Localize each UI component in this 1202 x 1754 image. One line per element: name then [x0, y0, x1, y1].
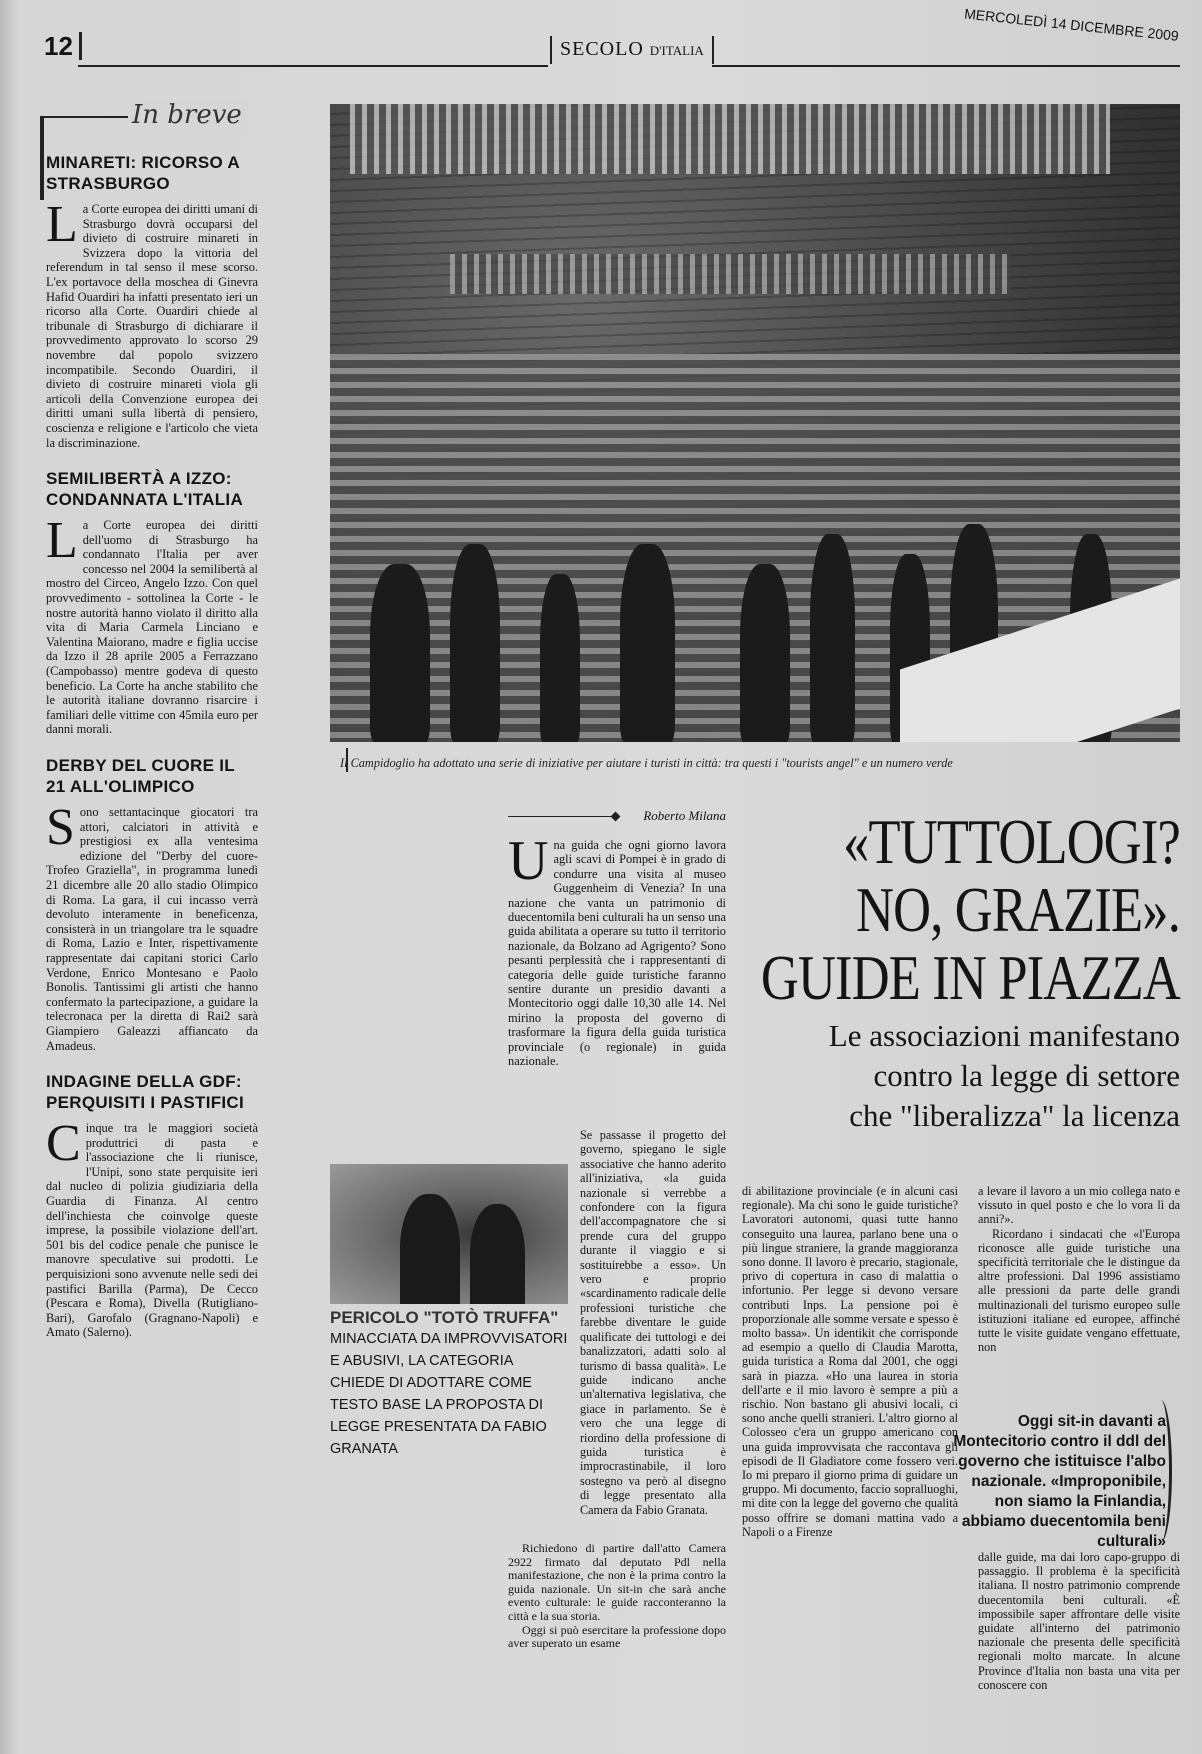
article-column-3b	[978, 1550, 1180, 1692]
article-paragraph: Oggi si può esercitare la professione dopo aver superato un esame	[508, 1622, 726, 1651]
brief-dropcap: C	[46, 1115, 81, 1173]
byline: Roberto Milana	[643, 808, 726, 823]
photo-figure	[810, 534, 855, 742]
subhead-line: che "liberalizza" la licenza	[849, 1098, 1180, 1133]
article-paragraph: Ricordano i sindacati che «l'Europa riconosce alle guide turistiche una specificità territoriale che le distingue da altre professioni. Dal 1996 assistiamo alle pressioni da parte delle grandi multinazionali del turismo europeo sulle istituzioni italiane ed europee, affinché tutte le visite guidate vengano effettuate, non	[978, 1226, 1180, 1355]
article-paragraph: a levare il lavoro a un mio collega nato e vissuto in quel posto e che lo vora lì da anni?».	[978, 1184, 1180, 1227]
sidebar-box	[330, 1308, 568, 1460]
brief-item	[46, 152, 258, 450]
masthead-title: SECOLO	[560, 38, 644, 60]
subhead-line: contro la legge di settore	[873, 1058, 1180, 1093]
brief-text: a Corte europea dei diritti umani di Strasburgo dovrà occuparsi del divieto di costruire minareti in Svizzera dopo la vittoria del referendum in tal senso il mese scorso. L'ex portavoce della moschea di Ginevra Hafid Ouardiri ha infatti presentato ieri un ricorso alla Corte. Ouardiri chiede al tribunale di Strasburgo di dichiarare il provvedimento approvato lo scorso 29 novembre dal popolo svizzero incompatibile. Secondo Ouardiri, il divieto di costruire minareti viola gli articoli della Convenzione europea dei diritti umani sulla libertà di pensiero, coscienza e religione e l'articolo che vieta la discriminazione.	[46, 202, 258, 450]
brief-title: INDAGINE DELLA GDF: PERQUISITI I PASTIFICI	[46, 1072, 245, 1113]
brief-body	[46, 512, 258, 737]
photo-figure	[450, 544, 500, 742]
article-headline	[754, 808, 1180, 1012]
article-column-1b	[580, 1128, 726, 1517]
headline-line: GUIDE IN PIAZZA	[760, 942, 1180, 1013]
photo-figure	[740, 564, 790, 742]
brief-item	[46, 468, 258, 737]
photo-figure	[540, 574, 580, 742]
article-paragraph: di abilitazione provinciale (e in alcuni casi regionale). Ma chi sono le guide turistiche? Lavoratori autonomi, quasi tutte hanno conseguito una laurea, parlano bene una o più lingue straniere, la grande maggioranza sono donne. Il lavoro è precario, stagionale, privo di copertura in caso di malattia o infortunio. Per legge si devono versare contributi Inps. La pensione poi è proporzionale alle somme versate e spesso è molto bassa». Un identikit che corrisponde ad esempio a quello di Claudia Marotta, guida turistica a Roma dal 2001, che oggi sarà in piazza. «Ho una laurea in storia dell'arte e il mio lavoro è sempre a più a rischio. Non bastano gli abusivi locali, ci sono anche quelli stranieri. L'altro giorno al Colosseo c'era un gruppo americano con una guida improvvisata che raccontava gli episodi de Il Gladiatore come fossero veri. Io mi preparo il giorno prima di guidare un gruppo. Mi documento, faccio sopralluoghi, mi dite con la legge del governo che qualità posso offrire se domani mattina vado a Napoli o a Firenze	[742, 1184, 958, 1539]
page-number: 12	[44, 32, 82, 60]
subhead-line: Le associazioni manifestano	[828, 1018, 1180, 1053]
article-dropcap: U	[508, 830, 549, 892]
paragraph-text: na guida che ogni giorno lavora agli scavi di Pompei è in grado di condurre una visita al museo Guggenheim di Venezia? In una nazione che vanta un patrimonio di duecentomila beni culturali ha un senso una guida abilitata a operare su tutto il territorio nazionale, da Bolzano ad Agrigento? Sono pesanti perplessità che i rappresentanti di categoria delle guide turistiche faranno sentire durante un presidio davanti a Montecitorio oggi dalle 10,30 alle 14. Nel mirino la proposta del governo di trasformare la figura della guida turistica provinciale (o regionale) in guida nazionale.	[508, 838, 726, 1069]
masthead	[550, 36, 714, 64]
article-column-1c	[508, 1542, 726, 1651]
brief-dropcap: L	[46, 196, 78, 253]
sidebar-bracket	[40, 116, 44, 200]
spanish-steps-photo	[330, 104, 1180, 742]
photo-figure	[470, 1204, 525, 1304]
issue-date: MERCOLEDÌ 14 DICEMBRE 2009	[963, 5, 1180, 44]
pullquote: Oggi sit-in davanti a Montecitorio contro il ddl del governo che istituisce l'albo nazionale. «Improponibile, non siamo la Finlandia, abbiamo duecentomila beni culturali»	[953, 1413, 1166, 1550]
photo-figure	[370, 564, 430, 742]
brief-text: a Corte europea dei diritti dell'uomo di Strasburgo ha condannato l'Italia per aver concesso nel 2004 la semilibertà al mostro del Circeo, Angelo Izzo. Con quel provvedimento - sottolinea la Corte - le nostre autorità hanno violato il diritto alla vita di Maria Carmela Linciano e Valentina Maiorano, madre e figlia uccise da Izzo il 28 aprile 2005 a Ferrazzano (Campobasso) mentre godeva di questo beneficio. La Corte ha anche stabilito che le autorità italiane dovranno risarcire i familiari delle vittime con 45mila euro per danni morali.	[46, 518, 258, 737]
brief-dropcap: S	[46, 799, 75, 856]
brief-title: DERBY DEL CUORE IL 21 ALL'OLIMPICO	[46, 756, 235, 796]
header-rule-left	[78, 65, 548, 67]
photo-caption: Il Campidoglio ha adottato una serie di iniziative per aiutare i turisti in città: tra questi i "tourists angel" e un numero verde	[340, 756, 953, 770]
photo-balustrade	[350, 104, 1110, 174]
photo-balustrade-lower	[450, 254, 1010, 294]
article-column-1	[508, 830, 726, 1069]
article-paragraph: Se passasse il progetto del governo, spiegano le sigle associative che hanno aderito all'iniziativa, «la guida nazionale si verrebbe a confondere con la figura dell'accompagnatore che si prende cura del gruppo durante il viaggio e si sostituirebbe a esso». Un vero e proprio «scardinamento radicale delle professioni turistiche che farebbe diventare le guide qualificate dei tuttologi e dei banalizzatori, adatti solo al turismo di bassa qualità». Le guide indicano anche un'alternativa legislativa, che giace in parlamento. Se è vero che una legge di riordino della professione di guida turistica è improcrastinabile, il loro sostegno va però al disegno di legge presentato alla Camera da Fabio Granata.	[580, 1128, 726, 1517]
in-breve-kicker: In breve	[128, 100, 246, 130]
headline-line: «TUTTOLOGI?	[843, 806, 1180, 877]
box-title: PERICOLO "TOTÒ TRUFFA"	[330, 1308, 559, 1327]
headline-line: NO, GRAZIE».	[856, 874, 1180, 945]
brief-text: inque tra le maggiori società produttrici di pasta e l'associazione che li riunisce, l'Unipi, sono state perquisite ieri dal nucleo di polizia giudiziaria della Guardia di Finanza. Al centro dell'inchiesta che coinvolge queste imprese, la possibile violazione dell'art. 501 bis del codice penale che punisce le manovre speculative sui prodotti. Le perquisizioni sono avvenute nelle sedi dei pastifici Barilla (Parma), De Cecco (Pescara e Roma), Divella (Rutigliano-Bari), Garofalo (Gragnano-Napoli) e Amato (Salerno).	[46, 1121, 258, 1340]
article-subhead	[660, 1016, 1180, 1136]
page-header	[40, 5, 1180, 68]
article-paragraph: dalle guide, ma dai loro capo-gruppo di passaggio. Il problema è la specificità italiana. Il nostro patrimonio comprende duecentomila beni culturali. «È impossibile saper affrontare delle visite guidate all'interno del patrimonio nazionale che presenta delle specificità regionali molto marcate. In alcune Province d'Italia non basta una vita per conoscere con	[978, 1550, 1180, 1692]
masthead-suffix: D'ITALIA	[649, 43, 704, 58]
header-rule-right	[712, 65, 1180, 67]
brief-body	[46, 1115, 258, 1340]
article-paragraph	[508, 830, 726, 1069]
box-body: MINACCIATA DA IMPROVVISATORI E ABUSIVI, LA CATEGORIA CHIEDE DI ADOTTARE COME TESTO BASE LA PROPOSTA DI LEGGE PRESENTATA DA FABIO GRANATA	[330, 1331, 568, 1457]
brief-body	[46, 196, 258, 450]
photo-figure	[400, 1194, 460, 1304]
toto-truffa-photo	[330, 1164, 568, 1304]
photo-figure	[620, 544, 675, 742]
brief-item	[46, 755, 258, 1053]
briefs-column	[46, 152, 258, 1358]
article-column-3	[978, 1184, 1180, 1354]
brief-dropcap: L	[46, 512, 78, 570]
article-paragraph: Richiedono di partire dall'atto Camera 2922 firmato dal deputato Pdl nella manifestazione, che non è la prima contro la guida nazionale. Un sit-in che sarà anche evento culturale: le guide racconteranno la città e la sua storia.	[508, 1541, 726, 1623]
brief-title: MINARETI: RICORSO A STRASBURGO	[46, 153, 240, 193]
brief-body	[46, 799, 258, 1053]
brief-title: SEMILIBERTÀ A IZZO: CONDANNATA L'ITALIA	[46, 469, 244, 510]
article-column-2	[742, 1184, 958, 1539]
brief-item	[46, 1071, 258, 1340]
brief-text: ono settantacinque giocatori tra attori, calciatori in attività e prestigiosi ex alla ventesima edizione del "Derby del cuore-Trofeo Graziella", in programma lunedì 21 dicembre alle 20 allo stadio Olimpico di Roma. La gara, il cui incasso verrà devoluto interamente in beneficenza, consisterà in un triangolare tra le squadre di Roma, Lazio e Inter, rispettivamente rappresentate dai capitani storici Carlo Verdone, Enrico Montesano e Paolo Bonolis. Tantissimi gli artisti che hanno confermato la partecipazione, a guidare la telecronaca per la diretta di Rai2 sarà Giampiero Galeazzi affiancato da Amadeus.	[46, 805, 258, 1053]
